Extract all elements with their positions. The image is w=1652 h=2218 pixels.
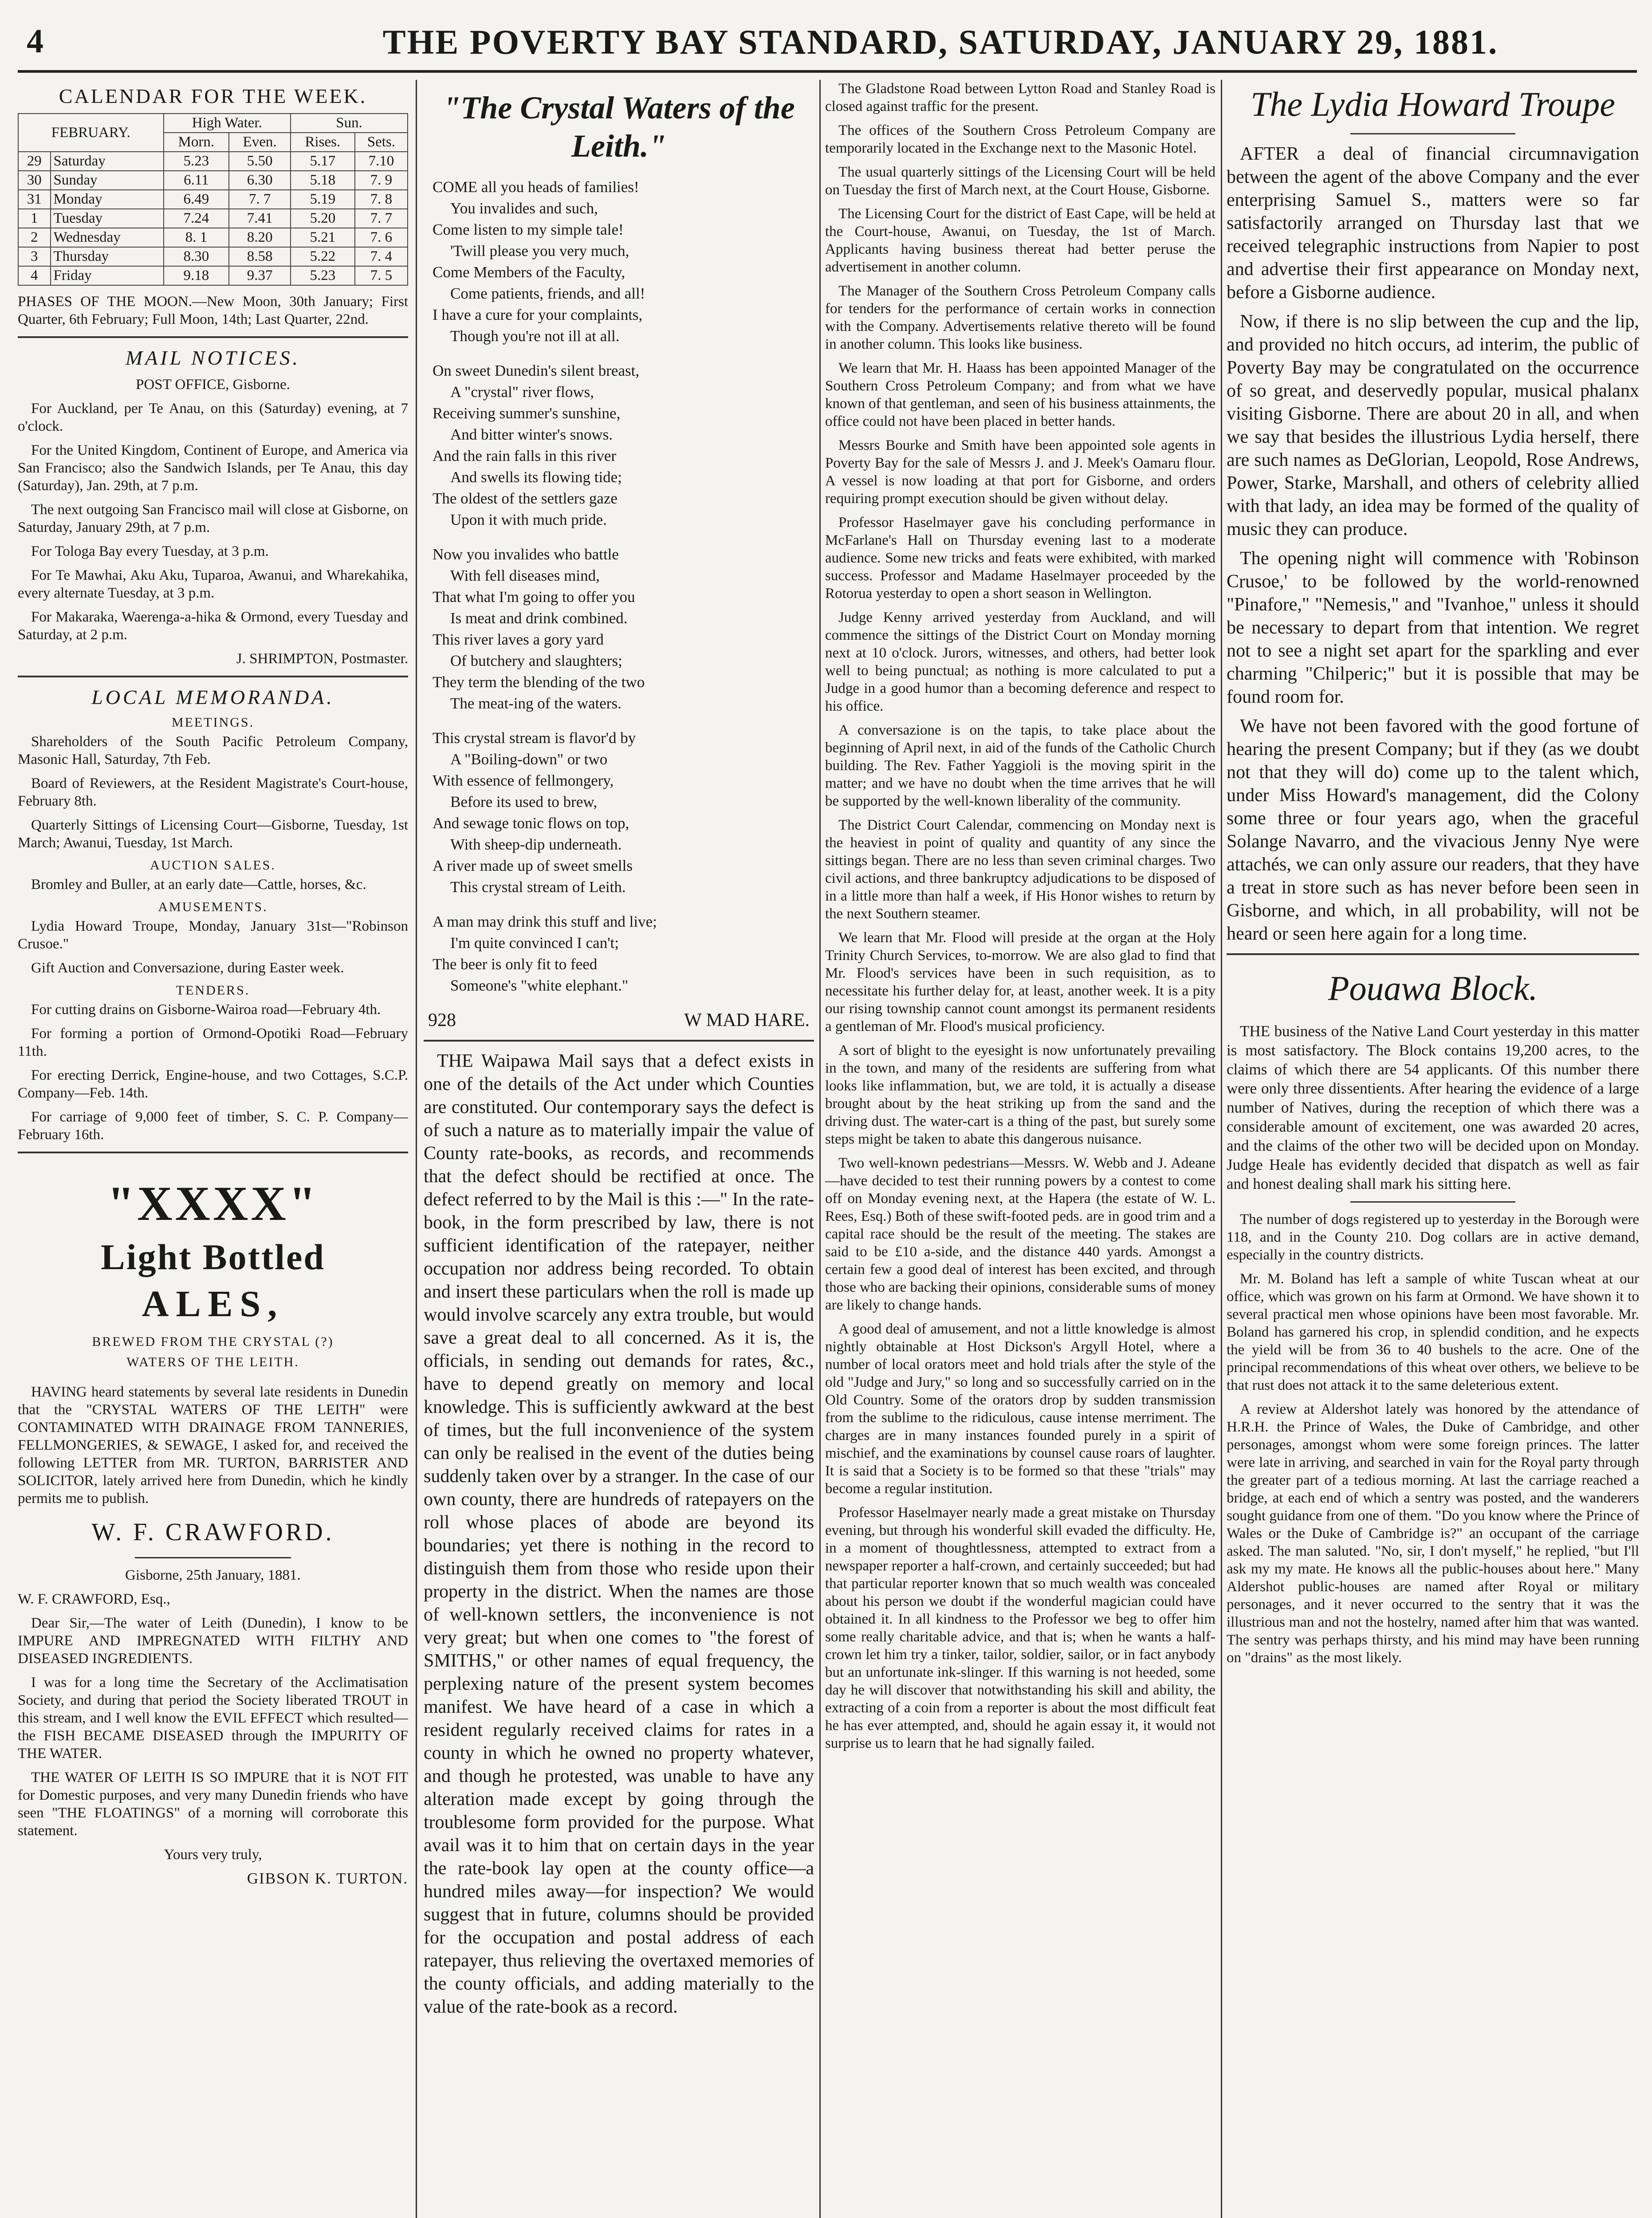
poem-line: Receiving summer's sunshine,	[433, 405, 621, 422]
poem-line: They term the blending of the two	[433, 673, 645, 691]
editorial	[424, 1050, 814, 2018]
calendar-cell: 7. 6	[355, 228, 408, 247]
lydia-heading: The Lydia Howard Troupe	[1251, 85, 1615, 123]
calendar-cell: Wednesday	[51, 228, 164, 247]
rule	[424, 1040, 814, 1042]
calendar-cell: 5.23	[291, 266, 355, 285]
lydia-paragraph: Now, if there is no slip between the cup and the lip, and provided no hitch occurs, ad interim, the public of Poverty Bay may be congratulated on the occurrence of so great, and deservedly popular, musical phalanx visiting Gisborne. There are about 20 in all, and when we say that besides the illustrious Lydia herself, there are such names as DeGlorian, Leopold, Rose Andrews, Power, Starke, Marshall, and others of celebrity allied with that lady, an idea may be formed of the quality of music they can produce.	[1227, 311, 1639, 539]
poem-title: "The Crystal Waters of the Leith."	[443, 90, 795, 164]
calendar-cell: 9.18	[164, 266, 229, 285]
col-rises: Rises.	[291, 133, 355, 152]
news-item: A sort of blight to the eyesight is now unfortunately prevailing in the town, and many of the residents are suffering from what looks like inflammation, but, we are told, it is actually a disease brought about by the heat striking up from the sand and the driving dust. The water-cart is a thing of the past, but surely some steps might be taken to abate this dangerous nuisance.	[825, 1042, 1215, 1147]
memoranda-item: For forming a portion of Ormond-Opotiki Road—February 11th.	[18, 1026, 408, 1059]
rule	[18, 1152, 408, 1153]
news-item: Professor Haselmayer nearly made a great mistake on Thursday evening, but through his wonderful skill evaded the difficulty. He, in a moment of thoughtlessness, attempted to extract from a newspaper reporter a half-crown, and certainly succeeded; but had that particular reporter known that so much wealth was concealed about his person we doubt if the wonderful magician could have obtained it. In all kindness to the Professor we beg to offer him some really charitable advice, and that is; when he wants a half-crown let him try a tinker, tailor, soldier, sailor, or in fact anybody but an unfortunate ink-slinger. If this warning is not heeded, some day he will discover that notwithstanding his skill and ability, the extracting of a coin from a reporter is about the most difficult feat he has ever attempted, and, should he again essay it, it would not surprise us to learn that he had signally failed.	[825, 1505, 1215, 1751]
calendar-cell: 5.20	[291, 209, 355, 228]
poem-line: On sweet Dunedin's silent breast,	[433, 362, 640, 379]
calendar-row	[18, 247, 408, 266]
col-even: Even.	[229, 133, 291, 152]
high-water-header: High Water.	[164, 114, 291, 133]
calendar-cell: 31	[18, 190, 51, 209]
lydia-paragraph: AFTER a deal of financial circumnavigation between the agent of the above Company and the ever enterprising Samuel S., matters were so far satisfactorily arranged on Thursday last that we received telegraphic instructions from Napier to post and advertise their first appearance on Monday next, before a Gisborne audience.	[1227, 144, 1639, 303]
calendar-cell: 7.24	[164, 209, 229, 228]
column-divider	[819, 80, 821, 2218]
lydia-paragraph: The opening night will commence with 'Robinson Crusoe,' to be followed by the world-renowned "Pinafore," "Nemesis," and "Ivanhoe," unless it should be necessary to depart from that intention. We regret not to see a night set apart for the sparkling and ever charming "Chilperic;" but it is possible that may be found room for.	[1227, 548, 1639, 707]
mail-notice: For Auckland, per Te Anau, on this (Saturday) evening, at 7 o'clock.	[18, 401, 408, 434]
news-item: Professor Haselmayer gave his concluding performance in McFarlane's Hall on Thursday evening last to a moderate audience. Some new tricks and feats were exhibited, with marked success. Professor and Madame Haselmayer proceeded by the Rotorua yesterday to open a short season in Wellington.	[825, 515, 1215, 602]
lydia-paragraph: We have not been favored with the good fortune of hearing the present Company; but if they (as we doubt not that they will do) come up to the talent which, under Miss Howard's management, did the Colony some three or four years ago, when the graceful Solange Navarro, and the vivacious Jenny Nye were attachés, we can only assure our readers, that they have a treat in store such as has never before been seen in Gisborne, and which, in all probability, will not be heard or seen here again for a long time.	[1227, 716, 1639, 944]
calendar-cell: 7.10	[355, 152, 408, 171]
calendar-cell: 7. 9	[355, 171, 408, 190]
misc-item: A review at Aldershot lately was honored by the attendance of H.R.H. the Prince of Wales, the Duke of Cambridge, and other personages, amongst whom were some foreign princes. The latter were late in arriving, and searched in vain for the Royal party through the greater part of a tedious morning. At last the carriage reached a bridge, at each end of which a sentry was posted, and the wanderers sought guidance from one of them. "Do you know where the Prince of Wales or the Duke of Cambridge is?" an occupant of the carriage asked. The man saluted. "No, sir, I don't myself," he replied, "but I'll ask my my mate. He knows all the public-houses about here." Many Aldershot public-houses are named after Royal or military personages, and it never occurred to the sentry that it was the illustrious man and not the hostelry, named after him that was wanted. The sentry was perhaps thirsty, and his mind may have been running on "drains" as the most likely.	[1227, 1401, 1639, 1666]
poem-stanza	[433, 544, 814, 714]
poem-line: A man may drink this stuff and live;	[433, 913, 657, 930]
news-items	[825, 80, 1215, 1752]
calendar-cell: 8.30	[164, 247, 229, 266]
memoranda-item: Bromley and Buller, at an early date—Cattle, horses, &c.	[31, 877, 366, 893]
column-divider	[1221, 80, 1222, 2218]
column-1	[18, 80, 408, 2218]
ad-body: HAVING heard statements by several late residents in Dunedin that the "CRYSTAL WATERS OF THE LEITH" were CONTAMINATED WITH DRAINAGE FROM TANNERIES, FELLMONGERIES, & SEWAGE, I asked for, and received the following LETTER from MR. TURTON, BARRISTER AND SOLICITOR, lately arrived here from Dunedin, which he kindly permits me to publish.	[18, 1384, 408, 1506]
memoranda-item: Shareholders of the South Pacific Petroleum Company, Masonic Hall, Saturday, 7th Feb.	[18, 734, 408, 767]
pouawa-paragraph: THE business of the Native Land Court yesterday in this matter is most satisfactory. The Block contains 19,200 acres, to the claims of which there are 54 applicants. Of this number there were only three dissentients. After hearing the evidence of a large number of Natives, during the reception of which there was a considerable amount of excitement, one was awarded 20 acres, and the claims of the other two will be decided upon on Monday. Judge Heale has evidently decided that dispatch as well as fair and honest dealing shall mark his sitting here.	[1227, 1022, 1639, 1192]
calendar-cell: 7. 7	[229, 190, 291, 209]
page-number: 4	[27, 23, 43, 60]
poem-line: This crystal stream is flavor'd by	[433, 729, 636, 747]
poem-line: This river laves a gory yard	[433, 631, 604, 648]
calendar-cell: 9.37	[229, 266, 291, 285]
calendar-cell: 5.19	[291, 190, 355, 209]
misc-item: Mr. M. Boland has left a sample of white Tuscan wheat at our office, which was grown on his farm at Ormond. We have shown it to several practical men whose opinions have been most favorable. Mr. Boland has garnered his crop, in splendid condition, and he expects the yield will be from 36 to 40 bushels to the acre. One of the principal recommendations of this wheat over others, we believe to be that rust does not attack it to the same deleterious extent.	[1227, 1271, 1639, 1393]
letter-signature: GIBSON K. TURTON.	[247, 1870, 408, 1887]
poem-line: The oldest of the settlers gaze	[433, 490, 618, 507]
newspaper-title: THE POVERTY BAY STANDARD, SATURDAY, JANUARY 29, 1881.	[382, 23, 1499, 61]
calendar-cell: 7. 7	[355, 209, 408, 228]
calendar-cell: 29	[18, 152, 51, 171]
memoranda-item: For carriage of 9,000 feet of timber, S. C. P. Company—February 16th.	[18, 1109, 408, 1143]
news-item: The District Court Calendar, commencing on Monday next is the heaviest in point of quality and quantity of any since the sittings began. There are no less than seven criminal charges. Two civil actions, and three bankruptcy adjudications to be disposed of in a little more than half a week, if His Honor wishes to return by the next Southern steamer.	[825, 817, 1215, 922]
poem-signature	[428, 1010, 810, 1031]
poem-line: You invalides and such,	[450, 200, 598, 217]
calendar-cell: 5.22	[291, 247, 355, 266]
calendar-heading: CALENDAR FOR THE WEEK.	[59, 85, 367, 107]
misc-items	[1227, 1211, 1639, 1667]
ad-brewed: BREWED FROM THE CRYSTAL (?)	[92, 1334, 334, 1349]
poem-line: Come listen to my simple tale!	[433, 221, 624, 238]
calendar-cell: Thursday	[51, 247, 164, 266]
poem-line: Upon it with much pride.	[450, 511, 607, 528]
moon-phases: PHASES OF THE MOON.—New Moon, 30th January; First Quarter, 6th February; Full Moon, 14th; Last Quarter, 22nd.	[18, 294, 408, 327]
memoranda-section-title: AUCTION SALES.	[150, 858, 276, 873]
letter-paragraph: THE WATER OF LEITH IS SO IMPURE that it is NOT FIT for Domestic purposes, and very many Dunedin friends who have seen "THE FLOATINGS" of a morning will corroborate this statement.	[18, 1770, 408, 1839]
pouawa-heading: Pouawa Block.	[1328, 969, 1538, 1007]
letter-closing: Yours very truly,	[164, 1847, 262, 1863]
poem-line: With essence of fellmongery,	[433, 772, 614, 789]
calendar-row	[18, 209, 408, 228]
poem-line: I have a cure for your complaints,	[433, 306, 643, 323]
mail-notices	[18, 400, 408, 644]
poem-line: Though you're not ill at all.	[450, 327, 620, 345]
poem-line: 'Twill please you very much,	[450, 242, 629, 260]
rule	[18, 676, 408, 677]
column-divider	[416, 80, 417, 2218]
news-item: We learn that Mr. H. Haass has been appointed Manager of the Southern Cross Petroleum Company; and from what we have known of that gentleman, and seen of his business attainments, the office could not have been placed in better hands.	[825, 360, 1215, 429]
poem-stanza	[433, 728, 814, 898]
news-item: The offices of the Southern Cross Petroleum Company are temporarily located in the Exchange next to the Masonic Hotel.	[825, 122, 1215, 156]
pouawa-article	[1227, 1022, 1639, 1193]
post-office: POST OFFICE, Gisborne.	[136, 377, 290, 393]
sun-header: Sun.	[291, 114, 408, 133]
rule	[1350, 133, 1515, 134]
poem-author: W MAD HARE.	[684, 1010, 810, 1030]
memoranda-item: Lydia Howard Troupe, Monday, January 31st—"Robinson Crusoe."	[18, 918, 408, 952]
mail-notice: For the United Kingdom, Continent of Europe, and America via San Francisco; also the Sandwich Islands, per Te Anau, this day (Saturday), Jan. 29th, at 7 p.m.	[18, 442, 408, 494]
letter-paragraph: Dear Sir,—The water of Leith (Dunedin), I know to be IMPURE AND IMPREGNATED WITH FILTHY AND DISEASED INGREDIENTS.	[18, 1615, 408, 1667]
calendar-cell: 8.58	[229, 247, 291, 266]
mail-notice: For Te Mawhai, Aku Aku, Tuparoa, Awanui, and Wharekahika, every alternate Tuesday, at 3 p.m.	[18, 567, 408, 601]
calendar-cell: Saturday	[51, 152, 164, 171]
memoranda-item: For cutting drains on Gisborne-Wairoa road—February 4th.	[31, 1002, 381, 1018]
memoranda-item: For erecting Derrick, Engine-house, and two Cottages, S.C.P. Company—Feb. 14th.	[18, 1067, 408, 1101]
ad-waters: WATERS OF THE LEITH.	[126, 1355, 299, 1369]
col-sets: Sets.	[355, 133, 408, 152]
poem-line: I'm quite convinced I can't;	[450, 934, 619, 952]
calendar-row	[18, 228, 408, 247]
column-4	[1227, 80, 1639, 2218]
letter-paragraph: I was for a long time the Secretary of the Acclimatisation Society, and during that period the Society liberated TROUT in this stream, and I well know the EVIL EFFECT which resulted—the FISH BECAME DISEASED through the IMPURITY OF THE WATER.	[18, 1675, 408, 1762]
calendar-cell: 3	[18, 247, 51, 266]
rule	[1350, 1201, 1515, 1203]
ad-crawford: W. F. CRAWFORD.	[91, 1518, 334, 1546]
calendar-cell: 6.30	[229, 171, 291, 190]
poem-line: Is meat and drink combined.	[450, 610, 628, 627]
calendar-cell: 8.20	[229, 228, 291, 247]
poem-stanza	[433, 177, 814, 347]
letter-dateline: Gisborne, 25th January, 1881.	[125, 1567, 301, 1583]
memoranda-heading: LOCAL MEMORANDA.	[91, 686, 334, 708]
mail-notice: For Makaraka, Waerenga-a-hika & Ormond, every Tuesday and Saturday, at 2 p.m.	[18, 609, 408, 643]
poem-number: 928	[428, 1010, 456, 1030]
calendar-cell: 5.50	[229, 152, 291, 171]
poem-line: Someone's "white elephant."	[450, 977, 629, 994]
calendar-cell: Sunday	[51, 171, 164, 190]
poem-line: And swells its flowing tide;	[450, 468, 622, 486]
poem-line: COME all you heads of families!	[433, 178, 639, 196]
masthead	[27, 18, 1632, 67]
memoranda-section-title: AMUSEMENTS.	[158, 900, 268, 914]
calendar-table	[18, 113, 408, 286]
calendar-cell: 7. 8	[355, 190, 408, 209]
calendar-cell: 5.21	[291, 228, 355, 247]
calendar-month: FEBRUARY.	[18, 114, 164, 152]
calendar-cell: 7.41	[229, 209, 291, 228]
letter-addressee: W. F. CRAWFORD, Esq.,	[18, 1591, 170, 1607]
news-item: We learn that Mr. Flood will preside at the organ at the Holy Trinity Church Services, to-morrow. We are also glad to find that Mr. Flood's services have been in such requisition, as to necessitate his further delay for, at least, another week. It is a pity our rising township cannot count amongst its permanent residents a gentleman of Mr. Flood's musical proficiency.	[825, 930, 1215, 1034]
mail-heading: MAIL NOTICES.	[125, 346, 301, 369]
ad-light-bottled: Light Bottled	[101, 1237, 325, 1277]
calendar-cell: 8. 1	[164, 228, 229, 247]
news-item: Two well-known pedestrians—Messrs. W. Webb and J. Adeane—have decided to test their running powers by a contest to come off on Monday evening next, at the Hapera (the estate of W. L. Rees, Esq.) Both of these swift-footed peds. are in good trim and a capital race should be the result of the meeting. The stakes are said to be £10 a-side, and the distance 440 yards. Amongst a certain few a good deal of interest has been excited, and through those who are backing their opinions, considerable sums of money are likely to change hands.	[825, 1155, 1215, 1313]
memoranda-section-title: TENDERS.	[176, 983, 250, 998]
calendar-row	[18, 152, 408, 171]
calendar-cell: 7. 4	[355, 247, 408, 266]
poem-line: Before its used to brew,	[450, 793, 598, 810]
col-morn: Morn.	[164, 133, 229, 152]
calendar-cell: 5.23	[164, 152, 229, 171]
mail-notice: The next outgoing San Francisco mail will close at Gisborne, on Saturday, January 29th, at 7 p.m.	[18, 502, 408, 535]
calendar-cell: Tuesday	[51, 209, 164, 228]
poem-line: This crystal stream of Leith.	[450, 878, 626, 896]
calendar-cell: 5.18	[291, 171, 355, 190]
mail-notice: For Tologa Bay every Tuesday, at 3 p.m.	[31, 543, 269, 559]
poem-line: And bitter winter's snows.	[450, 426, 613, 443]
news-item: The Gladstone Road between Lytton Road and Stanley Road is closed against traffic for the present.	[825, 81, 1215, 114]
memoranda-section-title: MEETINGS.	[171, 715, 255, 730]
calendar-cell: 6.49	[164, 190, 229, 209]
news-item: Judge Kenny arrived yesterday from Auckland, and will commence the sittings of the District Court on Monday morning next at 10 o'clock. Jurors, witnesses, and others, had better look well to being punctual; as nothing is more calculated to put a Judge in a good humor than a becoming deference and respect to his office.	[825, 610, 1215, 714]
poem-stanza	[433, 360, 814, 531]
calendar-cell: 1	[18, 209, 51, 228]
news-item: A good deal of amusement, and not a little knowledge is almost nightly obtainable at Host Dickson's Argyll Hotel, where a number of local orators meet and hold trials after the style of the old "Judge and Jury," so long and so successfully carried on in the Old Country. Some of the orators drop by sudden transmission from the sublime to the ridiculous, cause intense merriment. The charges are in many instances founded purely in a spirit of mischief, and the examinations by counsel cause roars of laughter. It is said that a Society is to be formed so that these "trials" may become a regular institution.	[825, 1321, 1215, 1497]
calendar-cell: 5.17	[291, 152, 355, 171]
poem-line: Come patients, friends, and all!	[450, 285, 645, 302]
news-item: Messrs Bourke and Smith have been appointed sole agents in Poverty Bay for the sale of Messrs J. and J. Meek's Oamaru flour. A vessel is now loading at that port for Gisborne, and orders requiring prompt execution should be given without delay.	[825, 437, 1215, 507]
poem-body	[424, 177, 814, 996]
poem-line: With sheep-dip underneath.	[450, 836, 622, 853]
poem-line: Now you invalides who battle	[433, 546, 619, 563]
poem-line: Of butchery and slaughters;	[450, 652, 622, 669]
calendar-row	[18, 266, 408, 285]
news-item: The Licensing Court for the district of East Cape, will be held at the Court-house, Awanui, on Tuesday, the 1st of March. Applicants having business thereat had better peruse the advertisement in another column.	[825, 206, 1215, 275]
news-item: The usual quarterly sittings of the Licensing Court will be held on Tuesday the first of March next, at the Court House, Gisborne.	[825, 164, 1215, 198]
lydia-article	[1227, 142, 1639, 945]
column-2	[424, 80, 814, 2218]
editorial-paragraph: THE Waipawa Mail says that a defect exists in one of the details of the Act under which Counties are constituted. Our contemporary says the defect is of such a nature as to materially impair the value of County rate-books, as records, and recommends that the defect should be rectified at once. The defect referred to by the Mail is this :—" In the rate-book, in the form prescribed by law, there is not sufficient identification of the ratepayer, neither occupation nor address being recorded. To obtain and insert these particulars when the roll is made up would involve scarcely any extra trouble, but would save a great deal to all concerned. As it is, the officials, in sending out demands for rates, &c., have to depend greatly on memory and local knowledge. This is sufficiently awkward at the best of times, but the full inconvenience of the system can only be realised in the event of the duties being suddenly taken over by a stranger. In the case of our own county, there are hundreds of ratepayers on the roll whose places of abode are beyond its boundaries; yet there is nothing in the record to distinguish them from those who reside upon their property in the district. When the names are those of well-known settlers, the inconvenience is not very great; but when one comes to "the forest of SMITHS," or other names of equal frequency, the perplexing nature of the present system becomes manifest. We have heard of a case in which a resident regularly received claims for rates in a county in which he owned no property whatever, and though he protested, was unable to have any alteration made except by going through the troublesome form provided for the purpose. What avail was it to him that on certain days in the year the rate-book lay open at the county office—a hundred miles away—for inspection? We would suggest that in future, columns should be provided for the occupation and postal address of each ratepayer, thus relieving the overtaxed memories of the county officials, and adding materially to the value of the rate-book as a record.	[424, 1051, 814, 2017]
news-item: The Manager of the Southern Cross Petroleum Company calls for tenders for the performance of certain works in connection with the Company. Advertisements relative thereto will be found in another column. This looks like business.	[825, 283, 1215, 352]
calendar-cell: Monday	[51, 190, 164, 209]
poem-line: And sewage tonic flows on top,	[433, 814, 629, 832]
poem-line: A "crystal" river flows,	[450, 383, 594, 401]
poem-stanza	[433, 911, 814, 996]
masthead-rule	[18, 70, 1637, 73]
ad-xxxx: "XXXX"	[107, 1176, 319, 1231]
rule	[1227, 953, 1639, 955]
calendar-row	[18, 171, 408, 190]
poem-line: And the rain falls in this river	[433, 447, 617, 464]
calendar-cell: 2	[18, 228, 51, 247]
poem-line: The beer is only fit to feed	[433, 956, 598, 973]
calendar-cell: 7. 5	[355, 266, 408, 285]
ad-ales: ALES,	[142, 1283, 284, 1325]
misc-item: The number of dogs registered up to yesterday in the Borough were 118, and in the County 210. Dog collars are in active demand, especially in the country districts.	[1227, 1211, 1639, 1263]
memoranda-item: Gift Auction and Conversazione, during Easter week.	[31, 960, 344, 976]
calendar-cell: 30	[18, 171, 51, 190]
poem-line: With fell diseases mind,	[450, 567, 600, 584]
memoranda-item: Board of Reviewers, at the Resident Magistrate's Court-house, February 8th.	[18, 775, 408, 809]
news-item: A conversazione is on the tapis, to take place about the beginning of April next, in aid of the funds of the Catholic Church building. The Rev. Father Yaggioli is the moving spirit in the matter; and we have no doubt when the time arrives that he will be supported by the well-known liberality of the community.	[825, 722, 1215, 809]
calendar-cell: Friday	[51, 266, 164, 285]
rule	[18, 336, 408, 338]
letter-body	[18, 1614, 408, 1840]
poem-line: The meat-ing of the waters.	[450, 695, 621, 712]
postmaster-signature: J. SHRIMPTON, Postmaster.	[236, 651, 408, 667]
poem-line: A river made up of sweet smells	[433, 857, 633, 874]
memoranda-item: Quarterly Sittings of Licensing Court—Gisborne, Tuesday, 1st March; Awanui, Tuesday, 1st March.	[18, 817, 408, 851]
calendar-cell: 6.11	[164, 171, 229, 190]
local-memoranda	[18, 715, 408, 1144]
poem-line: Come Members of the Faculty,	[433, 263, 625, 281]
rule	[135, 1557, 291, 1558]
calendar-row	[18, 190, 408, 209]
calendar-cell: 4	[18, 266, 51, 285]
poem-line: That what I'm going to offer you	[433, 588, 635, 606]
poem-line: A "Boiling-down" or two	[450, 751, 608, 768]
column-3	[825, 80, 1215, 2218]
